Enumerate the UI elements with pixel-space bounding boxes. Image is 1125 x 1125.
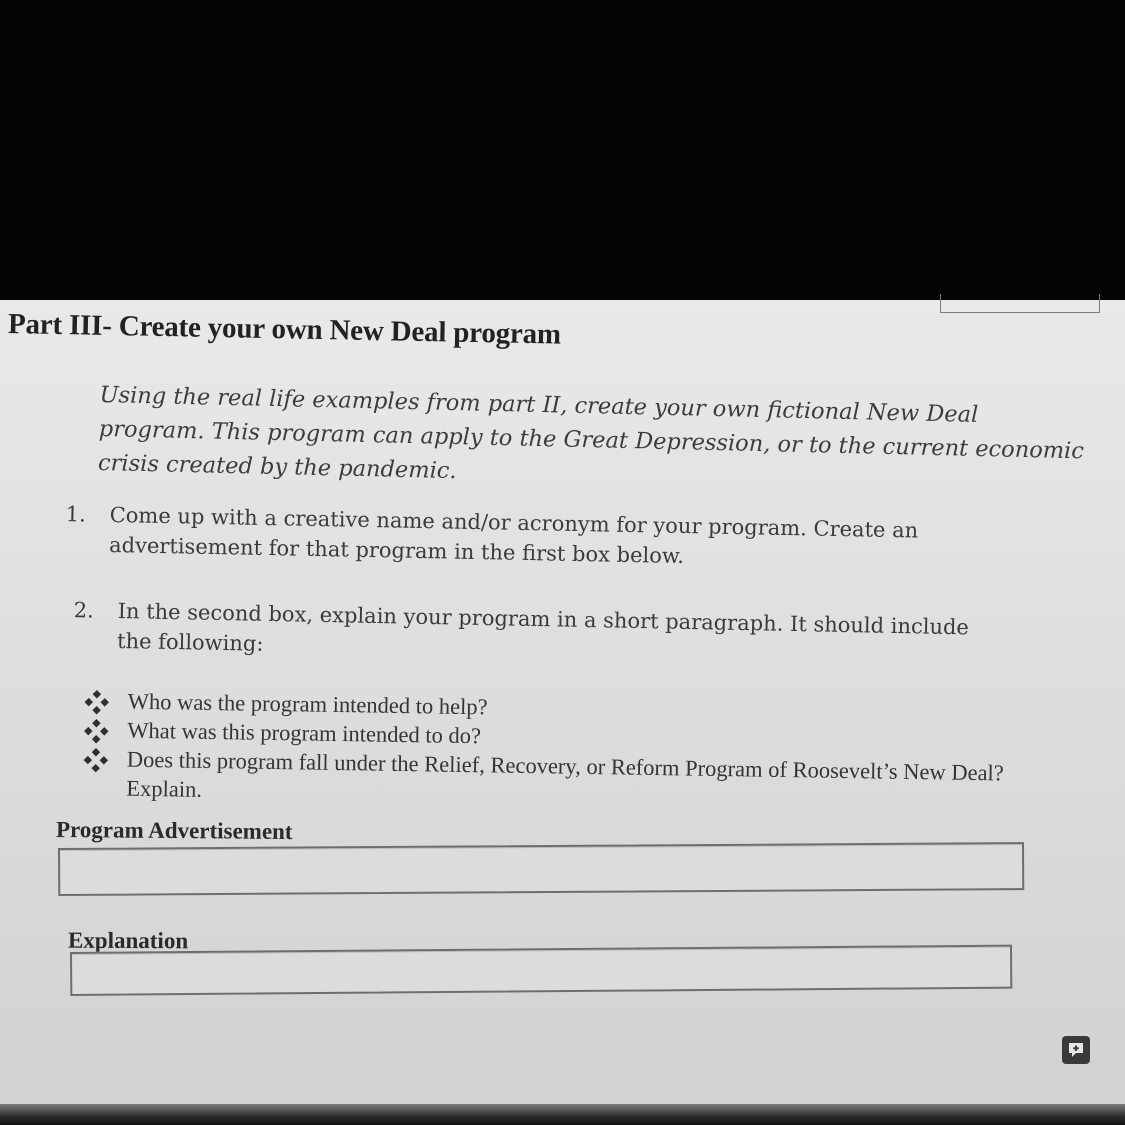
four-diamond-bullet-icon xyxy=(84,689,110,715)
advertisement-label: Program Advertisement xyxy=(55,816,293,845)
bullet-text: What was this program intended to do? xyxy=(127,717,482,749)
section-title: Part III- Create your own New Deal program xyxy=(7,308,562,351)
add-comment-icon xyxy=(1067,1041,1085,1059)
bullet-text: Does this program fall under the Relief, Recovery, or Reform Program of Roosevelt’s New Deal? Explain. xyxy=(126,746,1004,802)
step-number: 2. xyxy=(73,598,94,623)
instruction-step-1 xyxy=(65,500,1070,578)
instruction-step-2 xyxy=(73,596,998,673)
previous-answer-box-edge xyxy=(940,294,1100,313)
four-diamond-bullet-icon xyxy=(83,747,109,773)
screen-bezel xyxy=(0,1104,1125,1125)
step-text: In the second box, explain your program in a short paragraph. It should include the following: xyxy=(116,598,970,656)
add-comment-button[interactable] xyxy=(1062,1036,1090,1064)
bullet-text: Who was the program intended to help? xyxy=(127,688,488,720)
step-number: 1. xyxy=(65,502,86,527)
explanation-answer-box[interactable] xyxy=(70,945,1012,996)
explanation-label: Explanation xyxy=(67,927,189,954)
four-diamond-bullet-icon xyxy=(83,718,109,744)
document-page xyxy=(0,300,1125,1105)
requirements-list xyxy=(82,686,1044,817)
instructions-paragraph: Using the real life examples from part II, create your own fictional New Deal program. This program can apply to the Great Depression, or to the current economic crisis created by the pandemic. xyxy=(97,381,1085,485)
advertisement-answer-box[interactable] xyxy=(58,842,1024,896)
step-text: Come up with a creative name and/or acronym for your program. Create an advertisement for that program in the first box below. xyxy=(108,502,919,569)
